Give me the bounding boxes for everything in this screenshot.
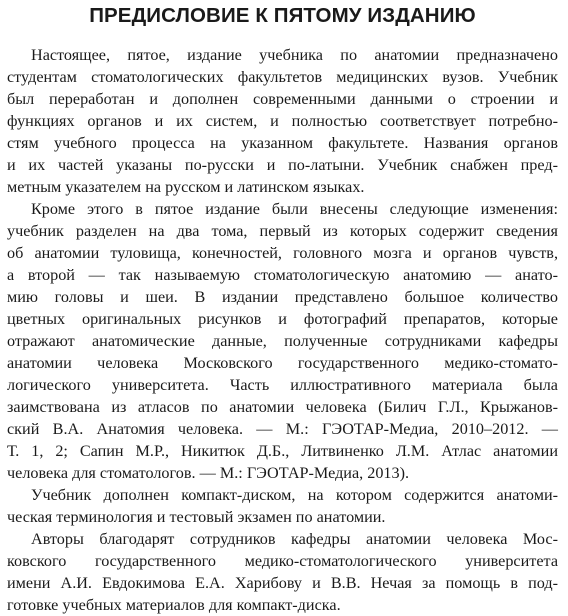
paragraph-line: имени А.И. Евдокимова Е.А. Харибову и В.В. Нечая за помощь в под- [7, 574, 558, 592]
paragraph-line: учебник разделен на два тома, первый из которых содержит сведения [7, 222, 558, 240]
paragraph-line: ский В.А. Анатомия человека. — М.: ГЭОТАР-Медиа, 2010–2012. — [7, 420, 558, 438]
paragraph-intro [7, 44, 558, 198]
paragraph-line: об анатомии туловища, конечностей, головного мозга и органов чувств, [7, 244, 558, 262]
paragraph-line: Учебник дополнен компакт-диском, на котором содержится анатоми- [31, 486, 558, 504]
paragraph-line: логического университета. Часть иллюстративного материала была [7, 376, 558, 394]
paragraph-line: анатомии человека Московского государственного медико-стомато- [7, 354, 558, 372]
paragraph-line: Т. 1, 2; Сапин М.Р., Никитюк Д.Б., Литвиненко Л.М. Атлас анатомии [7, 442, 558, 460]
paragraph-line: человека для стоматологов. — М.: ГЭОТАР-Медиа, 2013). [7, 464, 410, 482]
paragraph-line: мию головы и шеи. В издании представлено большое количество [7, 288, 558, 306]
paragraph-line: метным указателем на русском и латинском языках. [7, 178, 365, 196]
paragraph-line: отражают анатомические данные, полученные сотрудниками кафедры [7, 332, 558, 350]
paragraph-line: цветных оригинальных рисунков и фотографий препаратов, которые [7, 310, 558, 328]
paragraph-line: Авторы благодарят сотрудников кафедры анатомии человека Мос- [31, 530, 558, 548]
paragraph-line: ковского государственного медико-стоматологического университета [7, 552, 558, 570]
paragraph-acknowledgements [7, 528, 558, 616]
paragraph-line: Кроме этого в пятое издание были внесены следующие изменения: [31, 200, 558, 218]
paragraph-line: функциях органов и их систем, и полностью соответствует потребно- [7, 112, 558, 130]
paragraph-line: готовке учебных материалов для компакт-диска. [7, 596, 341, 614]
paragraph-line: заимствована из атласов по анатомии человека (Билич Г.Л., Крыжанов- [7, 398, 558, 416]
paragraph-cd [7, 484, 558, 528]
paragraph-line: студентам стоматологических факультетов медицинских вузов. Учебник [7, 68, 558, 86]
paragraph-line: а второй — так называемую стоматологическую анатомию — анато- [7, 266, 558, 284]
paragraph-line: Настоящее, пятое, издание учебника по анатомии предназначено [31, 46, 558, 64]
paragraph-line: ческая терминология и тестовый экзамен по анатомии. [7, 508, 386, 526]
paragraph-changes [7, 198, 558, 484]
paragraph-line: и их частей указаны по-русски и по-латыни. Учебник снабжен пред- [7, 156, 558, 174]
paragraph-line: был переработан и дополнен современными данными о строении и [7, 90, 558, 108]
paragraph-line: стям учебного процесса на указанном факультете. Названия органов [7, 134, 558, 152]
page-title: ПРЕДИСЛОВИЕ К ПЯТОМУ ИЗДАНИЮ [89, 4, 476, 27]
